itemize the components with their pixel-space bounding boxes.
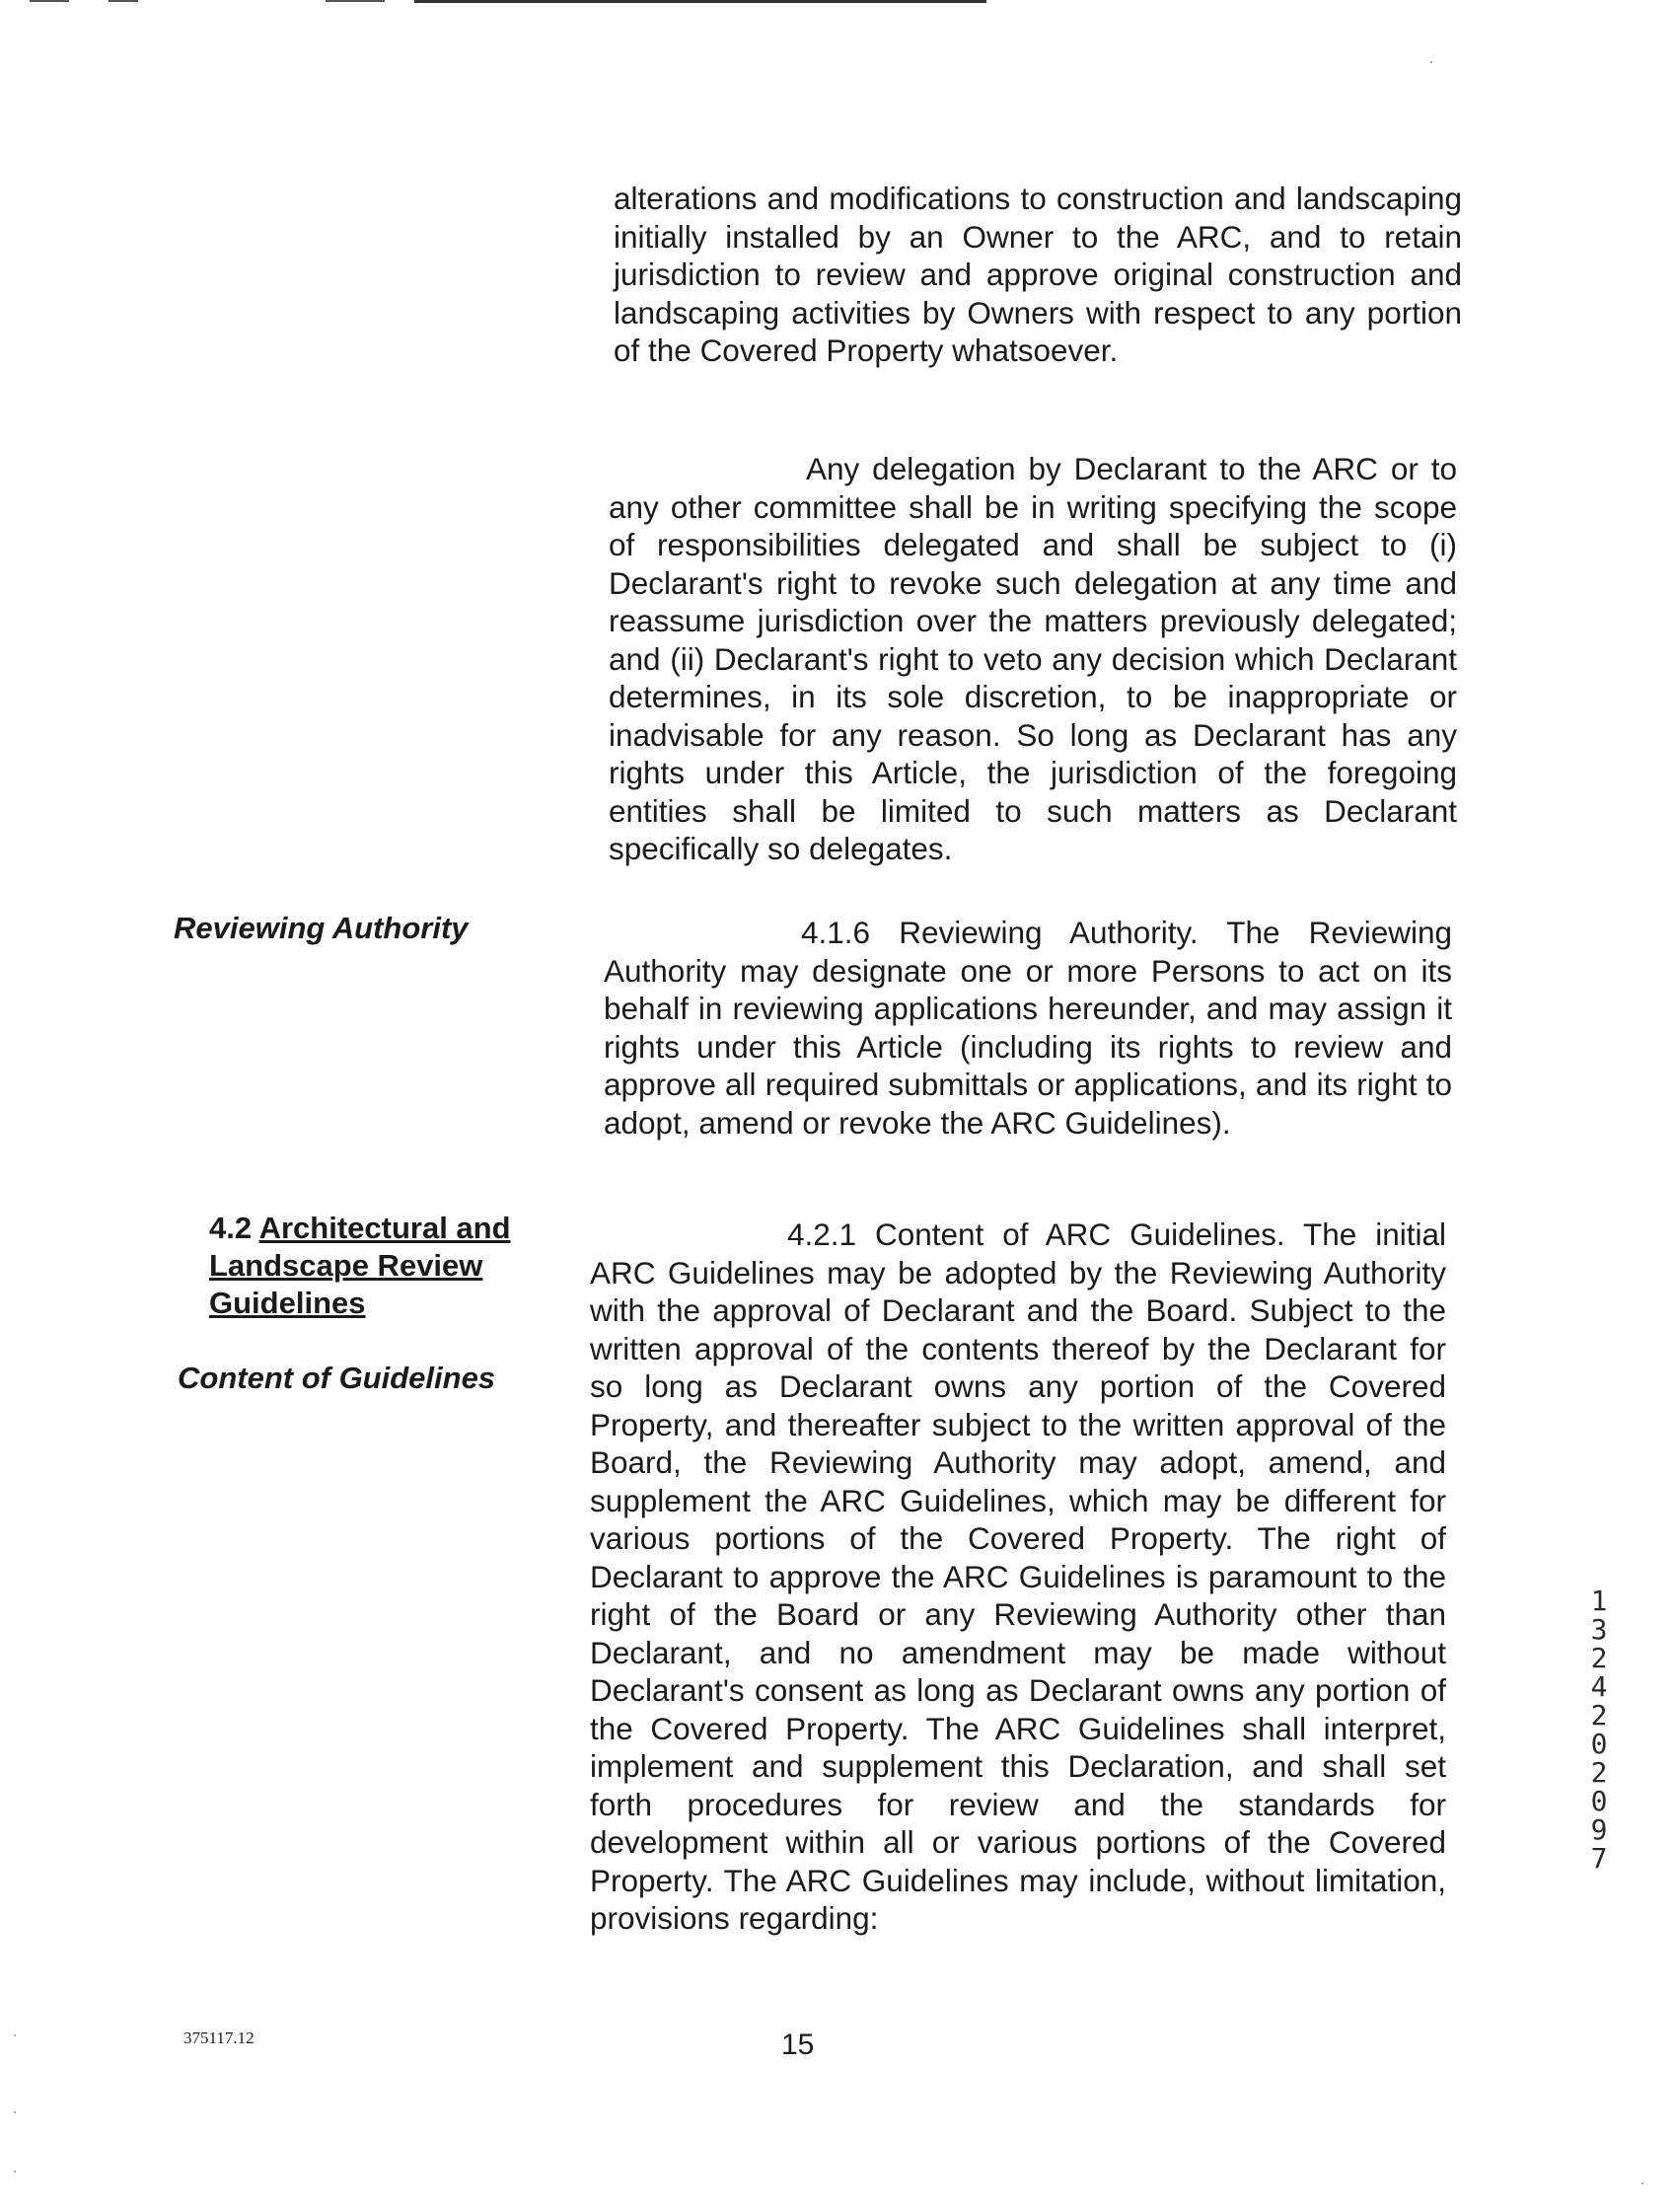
scan-edge-mark bbox=[109, 0, 138, 2]
paragraph-text: 4.2.1 Content of ARC Guidelines. The initial ARC Guidelines may be adopted by the Reviewing Authority with the approval of Declarant and the Board. Subject to the written approval of the contents thereof by the Declarant for so long as Declarant owns any portion of the Covered Property, and thereafter subject to the written approval of the Board, the Reviewing Authority may adopt, amend, and supplement the ARC Guidelines, which may be different for various portions of the Covered Property. The right of Declarant to approve the ARC Guidelines is paramount to the right of the Board or any Reviewing Authority other than Declarant, and no amendment may be made without Declarant's consent as long as Declarant owns any portion of the Covered Property. The ARC Guidelines shall interpret, implement and supplement this Declaration, and shall set forth procedures for review and the standards for development within all or various portions of the Covered Property. The ARC Guidelines may include, without limitation, provisions regarding: bbox=[590, 1217, 1446, 1936]
paragraph-reviewing-authority bbox=[604, 914, 1452, 1142]
scan-speck bbox=[14, 2111, 16, 2113]
scan-speck bbox=[1641, 2182, 1643, 2184]
paragraph-content-guidelines bbox=[590, 1216, 1446, 1938]
recording-number: 13242 02097 bbox=[1590, 1585, 1608, 1875]
scan-speck bbox=[14, 2034, 16, 2036]
paragraph-text: alterations and modifications to construction and landscaping initially installed by an Owner to the ARC, and to retain jurisdiction to review and approve original construction and landscaping activities by Owners with respect to any portion of the Covered Property whatsoever. bbox=[614, 181, 1462, 368]
paragraph-delegation bbox=[609, 450, 1457, 868]
paragraph-continuation bbox=[614, 180, 1462, 370]
scan-speck bbox=[14, 2171, 16, 2173]
margin-heading-reviewing-authority: Reviewing Authority bbox=[174, 911, 469, 945]
page-number: 15 bbox=[781, 2028, 815, 2061]
scan-speck bbox=[1430, 61, 1432, 63]
paragraph-text: Any delegation by Declarant to the ARC or to any other committee shall be in writing specifying the scope of responsibilities delegated and shall be subject to (i) Declarant's right to revoke such delegation at any time and reassume jurisdiction over the matters previously delegated; and (ii) Declarant's right to veto any decision which Declarant determines, in its sole discretion, to be inappropriate or inadvisable for any reason. So long as Declarant has any rights under this Article, the jurisdiction of the foregoing entities shall be limited to such matters as Declarant specifically so delegates. bbox=[609, 451, 1457, 866]
paragraph-text: 4.1.6 Reviewing Authority. The Reviewing Authority may designate one or more Persons to act on its behalf in reviewing applications hereunder, and may assign it rights under this Article (including its rights to review and approve all required submittals or applications, and its right to adopt, amend or revoke the ARC Guidelines). bbox=[604, 915, 1452, 1141]
section-heading-4-2 bbox=[209, 1210, 535, 1322]
document-code: 375117.12 bbox=[183, 2028, 255, 2047]
scan-edge-line bbox=[414, 0, 986, 3]
section-title: Architectural and Landscape Review Guidelines bbox=[209, 1211, 511, 1320]
margin-heading-content-of-guidelines: Content of Guidelines bbox=[178, 1361, 496, 1395]
scan-edge-mark bbox=[326, 0, 385, 2]
section-number: 4.2 bbox=[209, 1211, 253, 1245]
scan-edge-mark bbox=[30, 0, 69, 2]
